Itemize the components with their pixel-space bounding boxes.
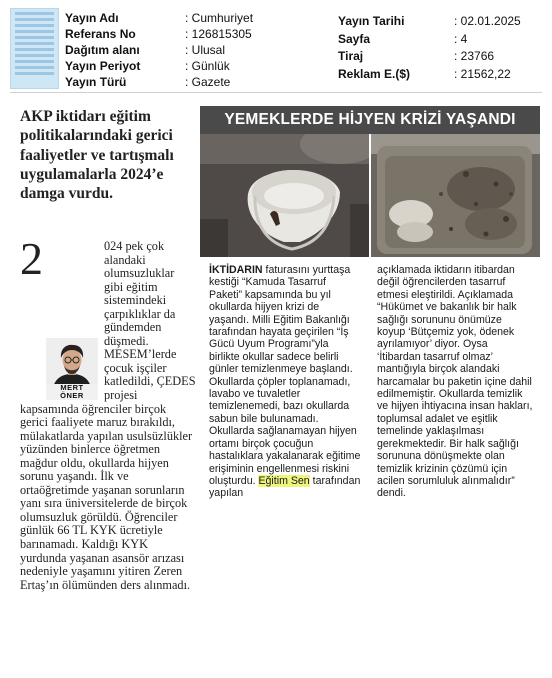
box-title: YEMEKLERDE HİJYEN KRİZİ YAŞANDI xyxy=(200,106,540,134)
meta-row xyxy=(338,48,521,66)
meta-label: Yayın Adı xyxy=(65,11,119,25)
meta-value: : Günlük xyxy=(185,59,230,73)
author-name-line: MERT xyxy=(60,383,84,392)
article-headline: AKP iktidarı eğitim politikalarındaki gerici faaliyetler ve tartışmalı uygulamalarla 2024’e damga vurdu. xyxy=(20,108,174,203)
publication-meta-left xyxy=(65,10,315,90)
page-thumbnail xyxy=(10,8,59,89)
box-column-2 xyxy=(377,264,533,500)
box-text: faturasını yurttaşa kestiği “Kamuda Tasarruf Paketi” kapsamında bu yıl okullarda hijyen krizi de yaşandı. Milli Eğitim Bakanlığı tarafından hayata geçirilen “İş Gücü Uyum Programı”yla birlikte okullar sadece belirli günler temizlenmeye başlandı. Okullarda çöpler toplanamadı, lavabo ve tuvaletler temizlenemedi, bazı okullarda sabun bile bulunamadı. Okullarda sağlanamayan hijyen ortamı birçok çocuğun hastalıklara yakalanarak eğitime erişiminin engellenmesi riskini oluşturdu. xyxy=(209,264,361,487)
meta-value: : Cumhuriyet xyxy=(185,11,254,25)
meta-row xyxy=(65,58,315,74)
box-paragraph: açıklamada iktidarın itibardan değil öğrencilerden tasarruf etmesi eleştirildi. Açıklamada “Hükümet ve bakanlık bir halk sağlığı sorununu önümüze koyup ‘Bütçemiz yok, ödenek ayrılamıyor’ diyor. Oysa ‘İtibardan tasarruf olmaz’ mantığıyla birçok alandaki harcamalar bu paketin içine dahil edilmemiştir. Okullarda temizlik ve hijyen ihtiyacına insan hakları, toplumsal adalet ve eşitlik temelinde yaklaşılması gerekmektedir. Bir halk sağlığı sorununa dönüşmekte olan temizlik krizinin çözümü için acilen sorumluluk alınmalıdır” dendi. xyxy=(377,264,533,500)
meta-row xyxy=(338,31,521,49)
clipping-header xyxy=(0,0,552,92)
box-column-1 xyxy=(209,264,361,500)
meta-label: Yayın Tarihi xyxy=(338,14,405,28)
meta-value: : 02.01.2025 xyxy=(454,14,521,28)
meta-label: Referans No xyxy=(65,27,136,41)
meta-row xyxy=(65,74,315,90)
box-paragraph xyxy=(209,264,361,500)
food-tray-photo xyxy=(371,134,540,257)
meta-row xyxy=(65,10,315,26)
author-name xyxy=(46,384,98,400)
meta-value: : 23766 xyxy=(454,49,495,63)
author-name-line: ÖNER xyxy=(60,391,84,400)
highlighted-text: Eğitim Sen xyxy=(258,474,310,487)
publication-meta-right xyxy=(338,13,521,83)
box-lead-word: İKTİDARIN xyxy=(209,264,263,276)
meta-value: : 4 xyxy=(454,31,468,46)
header-divider xyxy=(10,92,542,93)
drop-cap: 2 xyxy=(20,233,43,284)
meta-row xyxy=(338,13,521,31)
meta-row xyxy=(338,66,521,84)
meta-row xyxy=(65,42,315,58)
meta-label: Reklam E.($) xyxy=(338,66,411,81)
meta-row xyxy=(65,26,315,42)
meta-label: Yayın Türü xyxy=(65,75,127,89)
meta-label: Yayın Periyot xyxy=(65,59,141,73)
article-lead-column xyxy=(20,233,196,592)
meta-value: : 21562,22 xyxy=(454,66,511,81)
meta-value: : Gazete xyxy=(185,75,231,89)
author-photo xyxy=(46,338,98,400)
meta-value: : 126815305 xyxy=(185,27,252,41)
cup-photo xyxy=(200,134,369,257)
meta-label: Tiraj xyxy=(338,49,364,63)
meta-label: Dağıtım alanı xyxy=(65,43,140,57)
box-text: tarafından yapılan xyxy=(209,474,361,500)
lead-paragraph: 024 pek çok alandaki olumsuzluklar gibi eğitim sistemindeki çarpıklıklar da gündemden düşmedi. MESEM’lerde çocuk işçiler katledildi, ÇEDES projesi kapsamında öğrenciler birçok gerici faaliyete maruz bırakıldı, mülakatlarda yapılan usulsüzlükler yüzünden binlerce öğretmen mağdur oldu, okullarda hijyen sorunu yaşandı. İlk ve ortaöğretimde yaşanan sorunların yanı sıra üniversitelerde de birçok olumsuzluk görüldü. Öğrenciler günlük 66 TL KYK ücretiyle barınamadı. Kaldığı KYK yurdunda yaşanan asansör arızası nedeniyle yaşamını yitiren Zeren Ertaş’ın ölümünden ders alınmadı. xyxy=(20,239,196,592)
meta-value: : Ulusal xyxy=(185,43,226,57)
meta-label: Sayfa xyxy=(338,31,371,46)
